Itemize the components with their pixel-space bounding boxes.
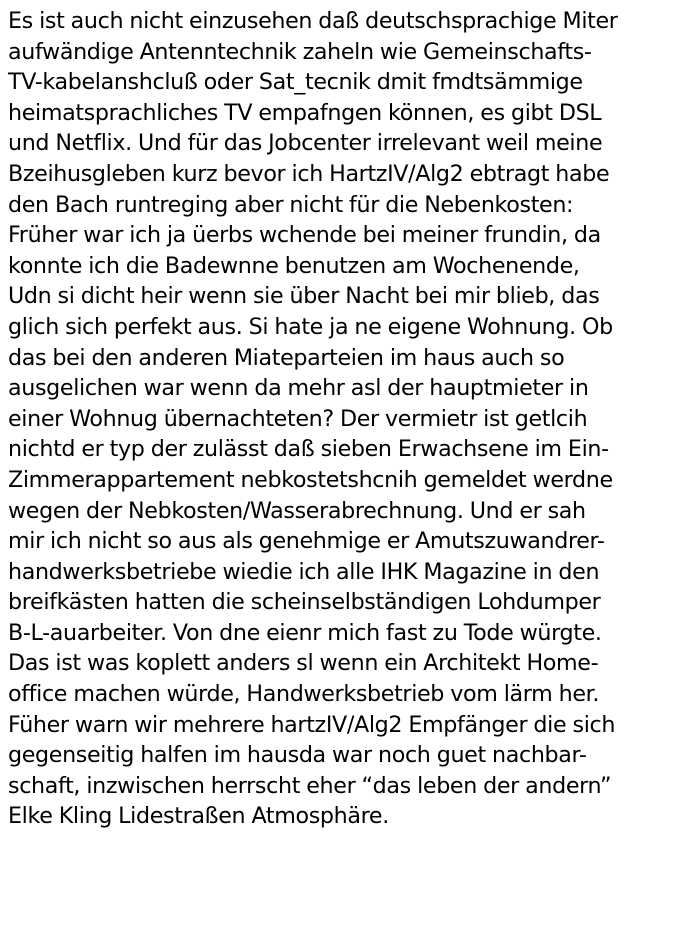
text-line: Udn si dicht heir wenn sie über Nacht bei mir blieb, das bbox=[8, 283, 600, 310]
text-line: Füher warn wir mehrere hartzIV/Alg2 Empfänger die sich bbox=[8, 711, 616, 738]
text-line: TV-kabelanshcluß oder Sat_tecnik dmit fmdtsämmige bbox=[8, 69, 583, 96]
text-line: wegen der Nebkosten/Wasserabrechnung. Und er sah bbox=[8, 497, 586, 524]
text-line: glich sich perfekt aus. Si hate ja ne eigene Wohnung. Ob bbox=[8, 313, 613, 340]
text-line: mir ich nicht so aus als genehmige er Amutszuwandrer- bbox=[8, 528, 605, 555]
text-line: Früher war ich ja üerbs wchende bei meiner frundin, da bbox=[8, 222, 601, 249]
text-line: breifkästen hatten die scheinselbständigen Lohdumper bbox=[8, 589, 601, 616]
body-text bbox=[8, 6, 684, 832]
text-line: Zimmerappartement nebkostetshcnih gemeldet werdne bbox=[8, 466, 613, 493]
text-line: ausgelichen war wenn da mehr asl der hauptmieter in bbox=[8, 375, 589, 402]
text-line: handwerksbetriebe wiedie ich alle IHK Magazine in den bbox=[8, 558, 600, 585]
text-line: office machen würde, Handwerksbetrieb vom lärm her. bbox=[8, 681, 600, 708]
text-line: Das ist was koplett anders sl wenn ein Architekt Home- bbox=[8, 650, 599, 677]
text-line: das bei den anderen Miateparteien im haus auch so bbox=[8, 344, 565, 371]
text-line: konnte ich die Badewnne benutzen am Wochenende, bbox=[8, 252, 580, 279]
text-line: und Netflix. Und für das Jobcenter irrelevant weil meine bbox=[8, 130, 603, 157]
text-line: heimatsprachliches TV empafngen können, es gibt DSL bbox=[8, 99, 602, 126]
text-line: aufwändige Antenntechnik zaheln wie Gemeinschafts- bbox=[8, 38, 592, 65]
text-line: B-L-auarbeiter. Von dne eienr mich fast zu Tode würgte. bbox=[8, 619, 602, 646]
text-line: schaft, inzwischen herrscht eher “das leben der andern” bbox=[8, 772, 612, 799]
text-line: nichtd er typ der zulässt daß sieben Erwachsene im Ein- bbox=[8, 436, 609, 463]
text-line: einer Wohnug übernachteten? Der vermietr ist getlcih bbox=[8, 405, 588, 432]
text-line: Elke Kling Lidestraßen Atmosphäre. bbox=[8, 803, 389, 830]
text-line: Es ist auch nicht einzusehen daß deutschsprachige Miter bbox=[8, 8, 618, 34]
text-line: gegenseitig halfen im hausda war noch guet nachbar- bbox=[8, 742, 587, 769]
text-line: den Bach runtreging aber nicht für die Nebenkosten: bbox=[8, 191, 574, 218]
text-line: Bzeihusgleben kurz bevor ich HartzIV/Alg2 ebtragt habe bbox=[8, 160, 610, 187]
